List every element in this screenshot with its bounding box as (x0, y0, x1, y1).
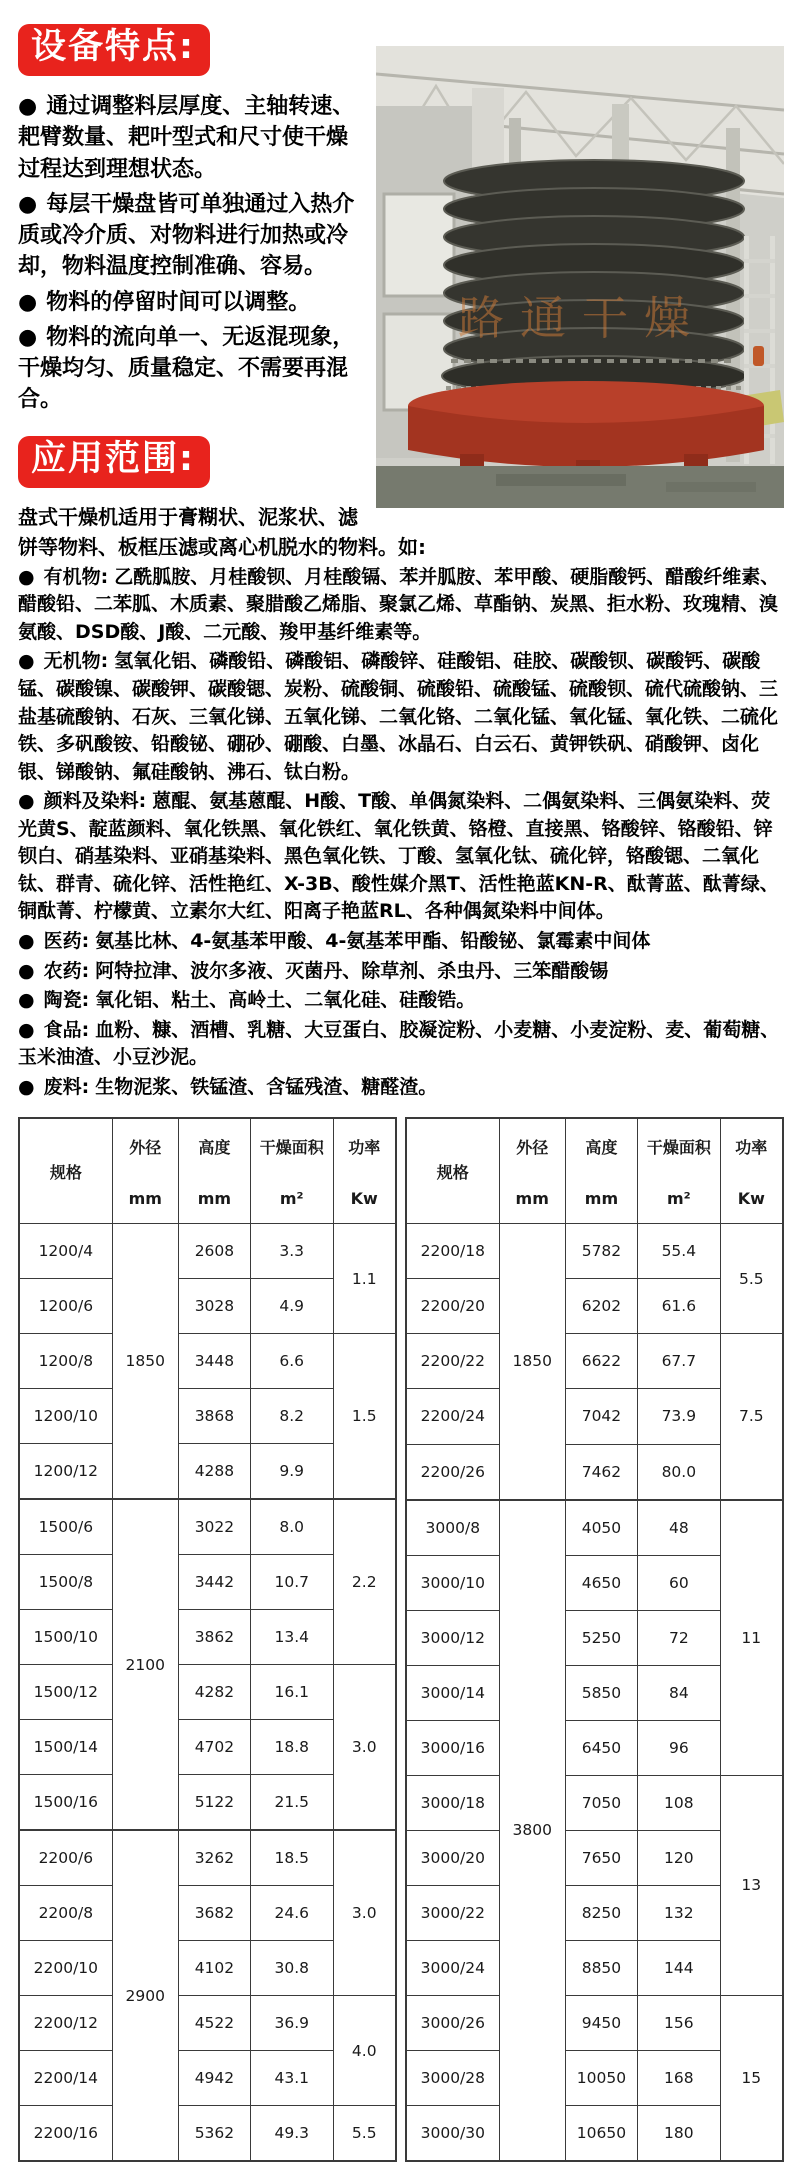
power-cell: 4.0 (333, 1996, 396, 2106)
applications-intro: 盘式干燥机适用于膏糊状、泥浆状、滤饼等物料、板框压滤或离心机脱水的物料。如: (18, 504, 426, 559)
height-cell: 4102 (178, 1941, 250, 1996)
header-height: 高度 mm (178, 1118, 250, 1224)
od-cell: 3800 (499, 1500, 565, 2162)
power-cell: 3.0 (333, 1665, 396, 1831)
height-cell: 4282 (178, 1665, 250, 1720)
spec-cell: 3000/10 (406, 1555, 499, 1610)
height-cell: 3022 (178, 1499, 250, 1555)
feature-text: 物料的停留时间可以调整。 (46, 289, 311, 315)
power-cell: 1.5 (333, 1334, 396, 1500)
bullet-icon: ● (18, 191, 38, 217)
category-text: 氨基比林、4-氨基苯甲酸、4-氨基苯甲酯、铅酸铋、氯霉素中间体 (95, 929, 651, 952)
power-cell: 15 (720, 1995, 783, 2161)
spec-cell: 3000/24 (406, 1940, 499, 1995)
height-cell: 4050 (565, 1500, 637, 1556)
area-cell: 6.6 (250, 1334, 333, 1389)
area-cell: 72 (638, 1610, 720, 1665)
area-cell: 49.3 (250, 2106, 333, 2162)
bullet-icon: ● (18, 94, 38, 120)
height-cell: 7462 (565, 1444, 637, 1500)
bullet-icon: ● (18, 929, 35, 952)
spec-cell: 3000/22 (406, 1885, 499, 1940)
spec-cell: 3000/16 (406, 1720, 499, 1775)
spec-cell: 3000/8 (406, 1500, 499, 1556)
area-cell: 8.2 (250, 1389, 333, 1444)
height-cell: 5850 (565, 1665, 637, 1720)
application-category-pesticide (18, 958, 784, 986)
spec-cell: 1500/6 (19, 1499, 112, 1555)
spec-cell: 1200/8 (19, 1334, 112, 1389)
height-cell: 5782 (565, 1224, 637, 1279)
power-cell: 11 (720, 1500, 783, 1776)
bullet-icon: ● (18, 324, 38, 350)
spec-cell: 3000/12 (406, 1610, 499, 1665)
area-cell: 108 (638, 1775, 720, 1830)
spec-cell: 2200/24 (406, 1389, 499, 1444)
od-cell: 2100 (112, 1499, 178, 1830)
spec-cell: 3000/18 (406, 1775, 499, 1830)
height-cell: 8250 (565, 1885, 637, 1940)
applications-list (18, 564, 784, 1101)
area-cell: 30.8 (250, 1941, 333, 1996)
application-category-waste (18, 1074, 784, 1102)
power-cell: 13 (720, 1775, 783, 1995)
category-text: 阿特拉津、波尔多液、灭菌丹、除草剂、杀虫丹、三笨醋酸锡 (95, 959, 609, 982)
od-cell: 1850 (499, 1224, 565, 1500)
category-text: 血粉、糠、酒槽、乳糖、大豆蛋白、胶凝淀粉、小麦糖、小麦淀粉、麦、葡萄糖、玉米油渣、小豆沙泥。 (18, 1018, 780, 1069)
header-height: 高度 mm (565, 1118, 637, 1224)
spec-cell: 1200/10 (19, 1389, 112, 1444)
spec-cell: 2200/10 (19, 1941, 112, 1996)
area-cell: 80.0 (638, 1444, 720, 1500)
category-text: 氢氧化铝、磷酸铅、磷酸铝、磷酸锌、硅酸铝、硅胶、碳酸钡、碳酸钙、碳酸锰、碳酸镍、碳酸钾、碳酸锶、炭粉、硫酸铜、硫酸铅、硫酸锰、硫酸钡、硫代硫酸钠、三盐基硫酸钠、石灰、三氧化锑、五氧化锑、二氧化铬、二氧化锰、氧化锰、氧化铁、二硫化铁、多矾酸铵、铅酸铋、硼砂、硼酸、白墨、冰晶石、白云石、黄钾铁矾、硝酸钾、卤化银、锑酸钠、氟硅酸钠、沸石、钛白粉。 (18, 650, 779, 783)
area-cell: 168 (638, 2051, 720, 2106)
area-cell: 4.9 (250, 1279, 333, 1334)
category-label: 颜料及染料: (43, 790, 147, 813)
height-cell: 4650 (565, 1555, 637, 1610)
spec-cell: 3000/14 (406, 1665, 499, 1720)
spec-cell: 2200/6 (19, 1830, 112, 1886)
height-cell: 8850 (565, 1940, 637, 1995)
height-cell: 3442 (178, 1555, 250, 1610)
height-cell: 7650 (565, 1830, 637, 1885)
area-cell: 16.1 (250, 1665, 333, 1720)
bullet-icon: ● (18, 289, 38, 315)
od-cell: 2900 (112, 1830, 178, 2161)
area-cell: 18.8 (250, 1720, 333, 1775)
spec-cell: 2200/16 (19, 2106, 112, 2162)
category-text: 乙酰胍胺、月桂酸钡、月桂酸镉、苯并胍胺、苯甲酸、硬脂酸钙、醋酸纤维素、醋酸铅、二苯胍、木质素、聚腊酸乙烯脂、聚氯乙烯、草酯钠、炭黑、拒水粉、玫瑰精、溴氨酸、DSD酸、J酸、二元酸、羧甲基纤维素等。 (18, 565, 780, 643)
header-spec: 规格 (406, 1118, 499, 1224)
power-cell: 5.5 (720, 1224, 783, 1334)
height-cell: 9450 (565, 1995, 637, 2050)
area-cell: 156 (638, 1995, 720, 2050)
category-text: 生物泥浆、铁锰渣、含锰残渣、糖醛渣。 (95, 1075, 438, 1098)
application-category-ceramics (18, 987, 784, 1015)
area-cell: 9.9 (250, 1444, 333, 1500)
spec-tables-section (18, 1117, 784, 2162)
header-od: 外径 mm (499, 1118, 565, 1224)
height-cell: 5122 (178, 1775, 250, 1831)
height-cell: 10650 (565, 2106, 637, 2162)
spec-cell: 1500/16 (19, 1775, 112, 1831)
category-text: 蒽醌、氨基蒽醌、H酸、T酸、单偶氮染料、二偶氨染料、三偶氨染料、荧光黄S、靛蓝颜料、氧化铁黑、氧化铁红、氧化铁黄、铬橙、直接黑、铬酸锌、铬酸铅、锌钡白、硝基染料、亚硝基染料、黑色氧化铁、丁酸、氢氧化钛、硫化锌，铬酸锶、二氧化钛、群青、硫化锌、活性艳红、X-3B、酸性媒介黑T、活性艳蓝KN-R、酞菁蓝、酞菁绿、铜酞菁、柠檬黄、立素尔大红、阳离子艳蓝RL、各种偶氮染料中间体。 (18, 790, 779, 923)
features-badge: 设备特点: (18, 24, 210, 76)
application-category-food (18, 1017, 784, 1072)
bullet-icon: ● (18, 1075, 35, 1098)
feature-text: 通过调整料层厚度、主轴转速、耙臂数量、耙叶型式和尺寸使干燥过程达到理想状态。 (18, 94, 355, 182)
height-cell: 4288 (178, 1444, 250, 1500)
header-od: 外径 mm (112, 1118, 178, 1224)
power-cell: 3.0 (333, 1830, 396, 1996)
height-cell: 6622 (565, 1334, 637, 1389)
area-cell: 21.5 (250, 1775, 333, 1831)
height-cell: 4522 (178, 1996, 250, 2051)
area-cell: 180 (638, 2106, 720, 2162)
height-cell: 5362 (178, 2106, 250, 2162)
header-power: 功率 Kw (720, 1118, 783, 1224)
height-cell: 7042 (565, 1389, 637, 1444)
spec-cell: 2200/14 (19, 2051, 112, 2106)
bullet-icon: ● (18, 959, 35, 982)
area-cell: 36.9 (250, 1996, 333, 2051)
bullet-icon: ● (18, 565, 35, 588)
power-cell: 7.5 (720, 1334, 783, 1500)
area-cell: 73.9 (638, 1389, 720, 1444)
area-cell: 8.0 (250, 1499, 333, 1555)
spec-cell: 2200/12 (19, 1996, 112, 2051)
area-cell: 96 (638, 1720, 720, 1775)
product-photo (376, 46, 784, 508)
bullet-icon: ● (18, 1018, 35, 1041)
spec-table-left (18, 1117, 397, 2162)
application-category-pigments (18, 788, 784, 926)
spec-cell: 3000/26 (406, 1995, 499, 2050)
height-cell: 5250 (565, 1610, 637, 1665)
height-cell: 4702 (178, 1720, 250, 1775)
height-cell: 3868 (178, 1389, 250, 1444)
area-cell: 10.7 (250, 1555, 333, 1610)
height-cell: 6450 (565, 1720, 637, 1775)
applications-badge: 应用范围: (18, 436, 210, 488)
spec-cell: 1500/14 (19, 1720, 112, 1775)
area-cell: 48 (638, 1500, 720, 1556)
spec-cell: 3000/30 (406, 2106, 499, 2162)
area-cell: 60 (638, 1555, 720, 1610)
spec-cell: 2200/26 (406, 1444, 499, 1500)
spec-table-right (405, 1117, 784, 2162)
application-category-inorganic (18, 648, 784, 786)
spec-cell: 3000/20 (406, 1830, 499, 1885)
bullet-icon: ● (18, 790, 35, 813)
height-cell: 4942 (178, 2051, 250, 2106)
area-cell: 55.4 (638, 1224, 720, 1279)
area-cell: 43.1 (250, 2051, 333, 2106)
photo-watermark: 路通干燥 (458, 291, 706, 345)
spec-cell: 2200/20 (406, 1279, 499, 1334)
category-label: 陶瓷: (43, 989, 90, 1012)
height-cell: 3448 (178, 1334, 250, 1389)
height-cell: 3682 (178, 1886, 250, 1941)
header-area: 干燥面积 m² (250, 1118, 333, 1224)
category-label: 农药: (43, 959, 90, 982)
spec-cell: 3000/28 (406, 2051, 499, 2106)
spec-cell: 2200/18 (406, 1224, 499, 1279)
height-cell: 3262 (178, 1830, 250, 1886)
category-label: 废料: (43, 1075, 90, 1098)
application-category-medicine (18, 928, 784, 956)
dryer-photo-illustration (376, 46, 784, 508)
height-cell: 2608 (178, 1224, 250, 1279)
height-cell: 7050 (565, 1775, 637, 1830)
spec-cell: 2200/8 (19, 1886, 112, 1941)
spec-cell: 1500/8 (19, 1555, 112, 1610)
category-label: 食品: (43, 1018, 90, 1041)
area-cell: 84 (638, 1665, 720, 1720)
area-cell: 120 (638, 1830, 720, 1885)
area-cell: 3.3 (250, 1224, 333, 1279)
application-category-organic (18, 564, 784, 647)
area-cell: 18.5 (250, 1830, 333, 1886)
header-power: 功率 Kw (333, 1118, 396, 1224)
feature-text: 每层干燥盘皆可单独通过入热介质或冷介质、对物料进行加热或冷却，物料温度控制准确、容易。 (18, 191, 355, 280)
area-cell: 61.6 (638, 1279, 720, 1334)
height-cell: 10050 (565, 2051, 637, 2106)
category-text: 氧化铝、粘土、高岭土、二氧化硅、硅酸锆。 (95, 989, 476, 1012)
category-label: 无机物: (43, 650, 109, 673)
power-cell: 2.2 (333, 1499, 396, 1665)
area-cell: 24.6 (250, 1886, 333, 1941)
area-cell: 144 (638, 1940, 720, 1995)
area-cell: 67.7 (638, 1334, 720, 1389)
power-cell: 5.5 (333, 2106, 396, 2162)
area-cell: 13.4 (250, 1610, 333, 1665)
height-cell: 3028 (178, 1279, 250, 1334)
spec-cell: 1200/4 (19, 1224, 112, 1279)
feature-text: 物料的流向单一、无返混现象，干燥均匀、质量稳定、不需要再混合。 (18, 324, 355, 413)
power-cell: 1.1 (333, 1224, 396, 1334)
category-label: 医药: (43, 929, 90, 952)
header-area: 干燥面积 m² (638, 1118, 720, 1224)
spec-cell: 1200/6 (19, 1279, 112, 1334)
category-label: 有机物: (43, 565, 109, 588)
header-spec: 规格 (19, 1118, 112, 1224)
bullet-icon: ● (18, 650, 35, 673)
bullet-icon: ● (18, 989, 35, 1012)
height-cell: 3862 (178, 1610, 250, 1665)
area-cell: 132 (638, 1885, 720, 1940)
spec-cell: 1500/10 (19, 1610, 112, 1665)
spec-cell: 1500/12 (19, 1665, 112, 1720)
od-cell: 1850 (112, 1224, 178, 1500)
spec-cell: 2200/22 (406, 1334, 499, 1389)
height-cell: 6202 (565, 1279, 637, 1334)
spec-cell: 1200/12 (19, 1444, 112, 1500)
